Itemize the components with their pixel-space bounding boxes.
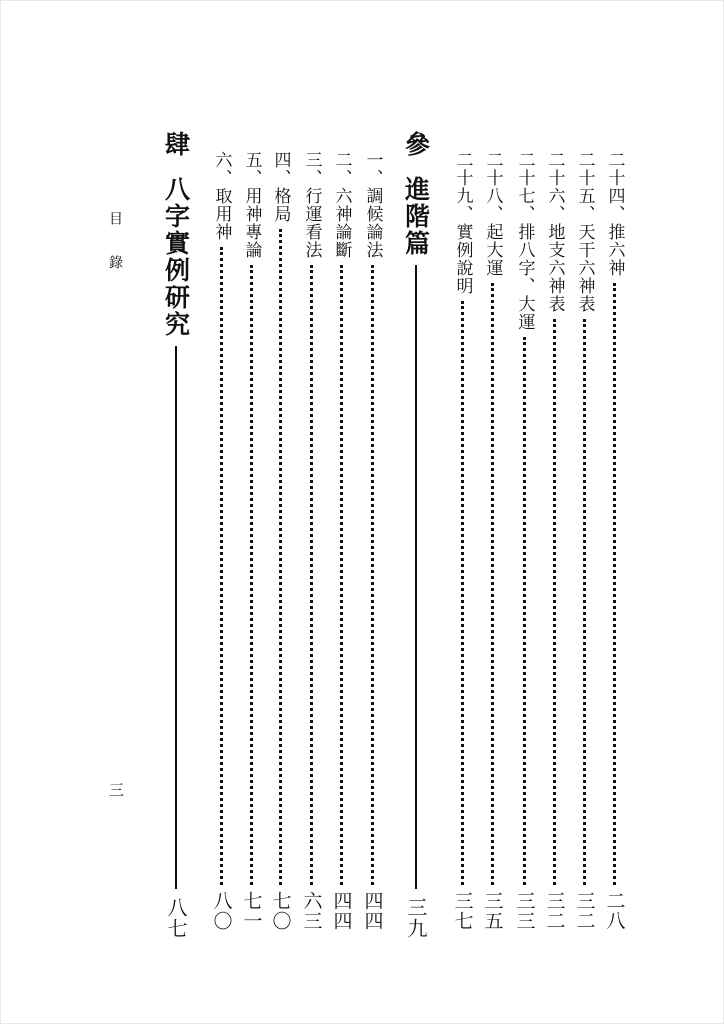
- dot-leader: [583, 319, 586, 885]
- toc-entry-label: 一、調候論法: [362, 151, 383, 259]
- section-rule: [415, 265, 417, 889]
- dot-leader: [491, 283, 494, 885]
- toc-entry-label: 二十八、起大運: [482, 151, 503, 277]
- section-title: 八字實例研究: [161, 176, 191, 338]
- section-heading: [159, 131, 193, 939]
- toc-entry: [541, 151, 567, 931]
- dot-leader: [279, 229, 282, 885]
- toc-entry-label: 五、用神專論: [241, 151, 262, 259]
- toc-entry: [571, 151, 597, 931]
- toc-entry-label: 二、六神論斷: [331, 151, 352, 259]
- toc-entry: [238, 151, 264, 931]
- dot-leader: [461, 301, 464, 885]
- dot-leader: [523, 337, 526, 885]
- toc-entry-page: 四四: [361, 891, 384, 931]
- toc-entry: [511, 151, 537, 931]
- toc-entry-page: 七〇: [269, 891, 292, 931]
- section-page: 八七: [164, 897, 188, 939]
- toc-entry-label: 四、格局: [270, 151, 291, 223]
- toc-entry-page: 六三: [300, 891, 323, 931]
- dot-leader: [220, 247, 223, 885]
- toc-entry: [298, 151, 324, 931]
- dot-leader: [371, 265, 374, 885]
- toc-entry: [479, 151, 505, 931]
- toc-entry: [208, 151, 234, 931]
- dot-leader: [250, 265, 253, 885]
- dot-leader: [340, 265, 343, 885]
- page-number: 三: [109, 781, 125, 799]
- toc-entry-page: 七一: [240, 891, 263, 931]
- toc-entry-page: 三五: [481, 891, 504, 931]
- toc-entry-page: 二八: [603, 891, 626, 931]
- section-marker: 肆: [161, 131, 191, 158]
- toc-entry-label: 二十七、排八字、大運: [514, 151, 535, 331]
- section-heading: [399, 131, 433, 939]
- toc-entry: [267, 151, 293, 931]
- dot-leader: [613, 283, 616, 885]
- dot-leader: [553, 319, 556, 885]
- toc-entry-label: 二十六、地支六神表: [544, 151, 565, 313]
- running-header: 目錄: [107, 211, 123, 299]
- toc-entry-page: 四四: [330, 891, 353, 931]
- toc-entry-page: 三七: [451, 891, 474, 931]
- toc-entry-page: 八〇: [210, 891, 233, 931]
- toc-entry-label: 六、取用神: [211, 151, 232, 241]
- toc-entry-label: 二十四、推六神: [604, 151, 625, 277]
- toc-entry-page: 三二: [543, 891, 566, 931]
- toc-entry: [449, 151, 475, 931]
- section-page: 三九: [404, 897, 428, 939]
- section-rule: [175, 346, 177, 889]
- toc-entry: [359, 151, 385, 931]
- toc-entry-page: 三二: [573, 891, 596, 931]
- toc-entry-label: 三、行運看法: [301, 151, 322, 259]
- toc-entry: [601, 151, 627, 931]
- toc-entry-label: 二十九、實例說明: [452, 151, 473, 295]
- section-marker: 參: [401, 131, 431, 158]
- toc-entry: [328, 151, 354, 931]
- dot-leader: [310, 265, 313, 885]
- toc-entry-label: 二十五、天干六神表: [574, 151, 595, 313]
- toc-entry-page: 三三: [513, 891, 536, 931]
- section-title: 進階篇: [401, 176, 431, 257]
